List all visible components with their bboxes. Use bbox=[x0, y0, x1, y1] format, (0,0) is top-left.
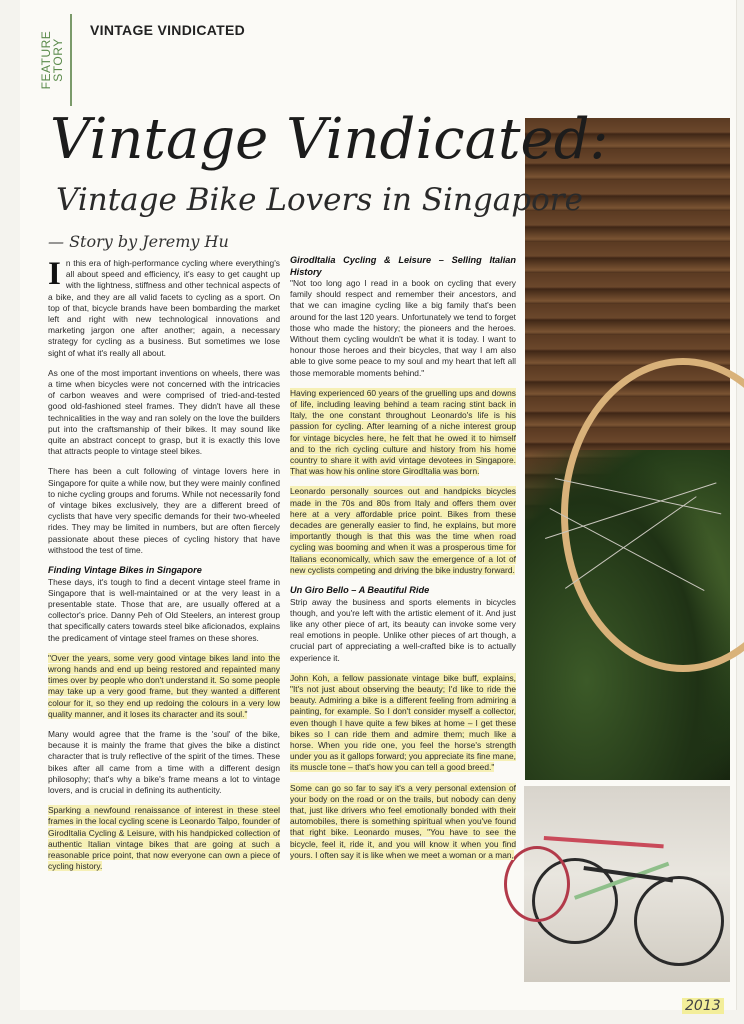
handwritten-year: 2013 bbox=[682, 998, 724, 1014]
body-paragraph: As one of the most important inventions on wheels, there was a time when bicycles were not concerned with the intricacies of carbon weaves and were comprised of tried-and-tested good old-fashioned steel frames. They didn't have all these technicalities in the way and ran solely on the love the builders put into the craftsmanship of their bikes. It may sound like quite an abstract concept to grasp, but it is exactly this love that attracts people to vintage steel bikes. bbox=[48, 367, 280, 457]
feature-story-label: FEATURE STORY bbox=[39, 30, 65, 90]
highlighted-text: Having experienced 60 years of the gruelling ups and downs of life, including leaving behind a team racing stint back in Italy, the one constant throughout Leonardo's life is his passion for cycling. After learning of a niche interest group for vintage bicycles here, he felt that he owed it to himself and to the rich cycling culture and history from his home country to share it with avid vintage devotees in Singapore. That was how his online store GirodItalia was born. bbox=[290, 387, 516, 477]
highlighted-text: John Koh, a fellow passionate vintage bike buff, explains, "It's not just about observing the beauty; I'd like to ride the beauty. Admiring a bike is a different feeling from admiring a painting, for example. So I don't consider myself a collector, even though I have quite a few bikes at home – I get these bikes so I can ride them and admire them; much like a horse. When you ride one, you feel the horse's strength under you as it gallops forward; you appreciate its fine mane, its muscle tone – that's how you can tell a good breed." bbox=[290, 672, 516, 773]
vintage-bikes-photo bbox=[524, 786, 730, 982]
body-paragraph bbox=[290, 486, 516, 576]
body-paragraph: Many would agree that the frame is the 'soul' of the bike, because it is mainly the frame that gives the bike a distinct character that is truly reflective of the spirit of the times. These bikes after all came from a time with a different design philosophy; that's why a bike's frame means a lot to vintage lovers, and is crucial in defining its authenticity. bbox=[48, 729, 280, 796]
body-paragraph: These days, it's tough to find a decent vintage steel frame in Singapore that is well-maintained or at the very least in a presentable state. Those that are, are usually offered at a collector's price. Danny Peh of Old Steelers, an interest group that specifically caters towards steel bike aficionados, explains the predicament of vintage steel frames on these shores. bbox=[48, 576, 280, 643]
section-title: VINTAGE VINDICATED bbox=[90, 22, 245, 38]
body-paragraph bbox=[48, 805, 280, 872]
body-paragraph bbox=[290, 388, 516, 478]
quote-paragraph bbox=[290, 673, 516, 774]
highlighted-text: Leonardo personally sources out and handpicks bicycles made in the 70s and 80s from Italy and offers them over here at a very affordable price point. Bikes from these decades are generally easier to find, he explains, but more importantly though is that this was the time when road cycling was booming and when it was a prosperous time for Italians economically, which saw the emergence of a lot of new cyclists competing and driving the bike industry forward. bbox=[290, 486, 516, 575]
section-heading: GirodItalia Cycling & Leisure – Selling Italian History bbox=[290, 255, 516, 277]
quote-paragraph bbox=[48, 653, 280, 720]
highlighted-text: Some can go so far to say it's a very personal extension of your body on the road or on the trails, but nobody can deny that, just like drivers who feel emotionally bonded with their automobiles, there is something spiritual when you've found that right bike. Leonardo muses, "You have to see the bicycle, feel it, ride it, and you will know it when you find yours. I often say it is like when we meet a woman or a man, bbox=[290, 782, 516, 860]
article-subtitle: Vintage Bike Lovers in Singapore bbox=[56, 182, 583, 218]
intro-text: n this era of high-performance cycling where everything's all about speed and efficiency, it's easy to get caught up with the lightness, stiffness and other technical aspects of a bike, and they are all valid facets to cycling as a sport. On top of that, bicycle brands have been bombarding the market left and right with new technological innovations and marketing jargon one after another; again, a necessary strategy for cycling as a business. But sometimes we lose sight of what it's really all about. bbox=[48, 258, 280, 358]
left-text-column bbox=[48, 258, 280, 881]
article-title: Vintage Vindicated: bbox=[50, 107, 609, 172]
highlighted-text: "Over the years, some very good vintage bikes land into the wrong hands and end up being restored and repainted many times over by people who don't understand it. So some people may take up a very good frame, but they wanted a different colour for it, so they end up redoing the colours in a very low quality manner, and it loses its character and its soul." bbox=[48, 652, 280, 719]
quote-paragraph: "Not too long ago I read in a book on cycling that every family should respect and remember their ancestors, and that we can imagine cycling like a big family that's been around for the last 120 years. Unfortunately we tend to forget those who made the history; the pioneers and the heroes. Without them cycling wouldn't be what it is today. I want to honour those heroes and their bicycles, that way I am also able to give some peace to my soul and my heart that left all those memorable moments behind." bbox=[290, 278, 516, 378]
section-heading: Finding Vintage Bikes in Singapore bbox=[48, 565, 202, 576]
article-byline: — Story by Jeremy Hu bbox=[48, 232, 229, 251]
feature-story-badge bbox=[34, 14, 72, 106]
body-paragraph: Strip away the business and sports elements in bicycles though, and you're left with the artistic element of it. And just like any other piece of art, its beauty can invoke some very real emotions in people. Unlike other pieces of art though, a crucial part of appreciating a well-crafted bike is to actually experience it. bbox=[290, 596, 516, 663]
intro-paragraph bbox=[48, 258, 280, 359]
drop-cap: I bbox=[48, 256, 61, 292]
body-paragraph bbox=[290, 783, 516, 861]
bike-frame-tube bbox=[544, 836, 664, 848]
right-text-column bbox=[290, 255, 516, 870]
bike-wheel-shape bbox=[634, 876, 724, 966]
section-heading: Un Giro Bello – A Beautiful Ride bbox=[290, 585, 430, 596]
body-paragraph: There has been a cult following of vintage lovers here in Singapore for quite a while now, but they were mainly confined to niche cycling groups and forums. While not necessarily fond of vintage bikes exclusively, they are a different breed of cyclists that have very specific demands for their two-wheeled rides. They may be limited in numbers, but are often fiercely passionate about these pieces of cycling history that have withstood the test of time. bbox=[48, 466, 280, 555]
highlighted-text: Sparking a newfound renaissance of interest in these steel frames in the local cycling scene is Leonardo Talpo, founder of GirodItalia Cycling & Leisure, with his handpicked collection of authentic Italian vintage bikes that are going at such a reasonable price point, that now everyone can own a piece of cycling history. bbox=[48, 805, 280, 872]
